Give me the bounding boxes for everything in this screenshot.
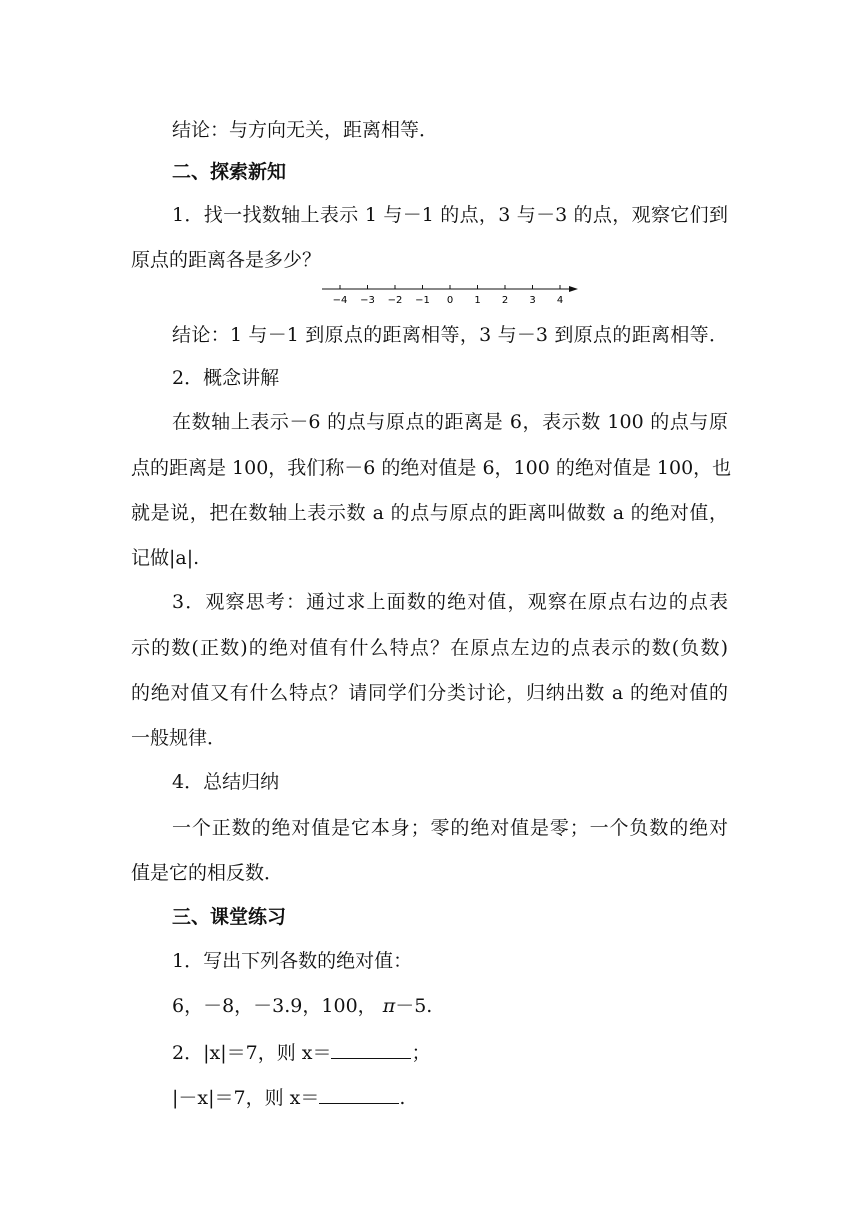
exercise-1-prompt: 1．写出下列各数的绝对值： <box>172 950 413 972</box>
conclusion-direction: 结论：与方向无关，距离相等． <box>172 119 439 141</box>
exercise-1-values: 6，－8，－3.9，100， <box>172 995 377 1017</box>
item-3-text-1: 3．观察思考：通过求上面数的绝对值，观察在原点右边的点表 <box>172 591 728 613</box>
number-line-tick-label: 4 <box>556 295 564 306</box>
pi-symbol: π <box>382 995 396 1017</box>
answer-blank-1[interactable] <box>331 1040 411 1059</box>
number-line-arrow <box>569 286 578 292</box>
section-heading-practice: 三、课堂练习 <box>172 906 287 928</box>
number-line-tick-label: 3 <box>529 295 536 306</box>
number-line-tick-label: 1 <box>474 295 481 306</box>
summary-text-1: 一个正数的绝对值是它本身；零的绝对值是零；一个负数的绝对 <box>172 817 728 839</box>
exercise-1-values-tail: －5. <box>395 995 433 1017</box>
concept-text-1: 在数轴上表示－6 的点与原点的距离是 6，表示数 100 的点与原 <box>172 411 728 433</box>
exercise-2-equation-2: |－x|＝7，则 x＝ <box>172 1087 320 1109</box>
exercise-2-equation: 2．|x|＝7，则 x＝ <box>172 1042 332 1064</box>
item-3-text-4: 一般规律． <box>131 727 227 749</box>
summary-text-2: 值是它的相反数． <box>131 862 284 884</box>
number-line-tick-label: 2 <box>501 295 509 306</box>
exercise-2-line-1 <box>172 1040 430 1065</box>
item-1-text: 1．找一找数轴上表示 1 与－1 的点，3 与－3 的点，观察它们到 <box>172 204 728 226</box>
number-line-tick-label: 0 <box>446 295 454 306</box>
number-line-ticks <box>333 285 564 306</box>
concept-text-3: 就是说，把在数轴上表示数 a 的点与原点的距离叫做数 a 的绝对值， <box>131 502 728 524</box>
concept-text-4: 记做|a|. <box>131 547 200 569</box>
number-line <box>320 281 580 309</box>
number-line-tick-label: −2 <box>387 295 403 306</box>
item-3-text-3: 的绝对值又有什么特点？请同学们分类讨论，归纳出数 a 的绝对值的 <box>131 682 728 704</box>
exercise-2-line-2 <box>172 1085 405 1110</box>
conclusion-origin-distance: 结论：1 与－1 到原点的距离相等，3 与－3 到原点的距离相等． <box>172 324 728 346</box>
item-3-text-2: 示的数(正数)的绝对值有什么特点？在原点左边的点表示的数(负数) <box>131 637 728 659</box>
item-2-title: 2．概念讲解 <box>172 367 280 389</box>
exercise-2-punct: ； <box>411 1042 431 1064</box>
item-1-text-cont: 原点的距离各是多少？ <box>131 249 322 271</box>
item-4-title: 4．总结归纳 <box>172 771 280 793</box>
number-line-tick-label: −1 <box>415 295 430 306</box>
section-heading-explore: 二、探索新知 <box>172 161 287 183</box>
number-line-tick-label: −4 <box>332 295 348 306</box>
answer-blank-2[interactable] <box>319 1085 399 1104</box>
number-line-tick-label: −3 <box>360 295 375 306</box>
exercise-2-punct-2: . <box>399 1087 406 1109</box>
concept-text-2: 点的距离是 100，我们称－6 的绝对值是 6，100 的绝对值是 100，也 <box>131 457 732 479</box>
exercise-1-numbers <box>172 994 432 1018</box>
